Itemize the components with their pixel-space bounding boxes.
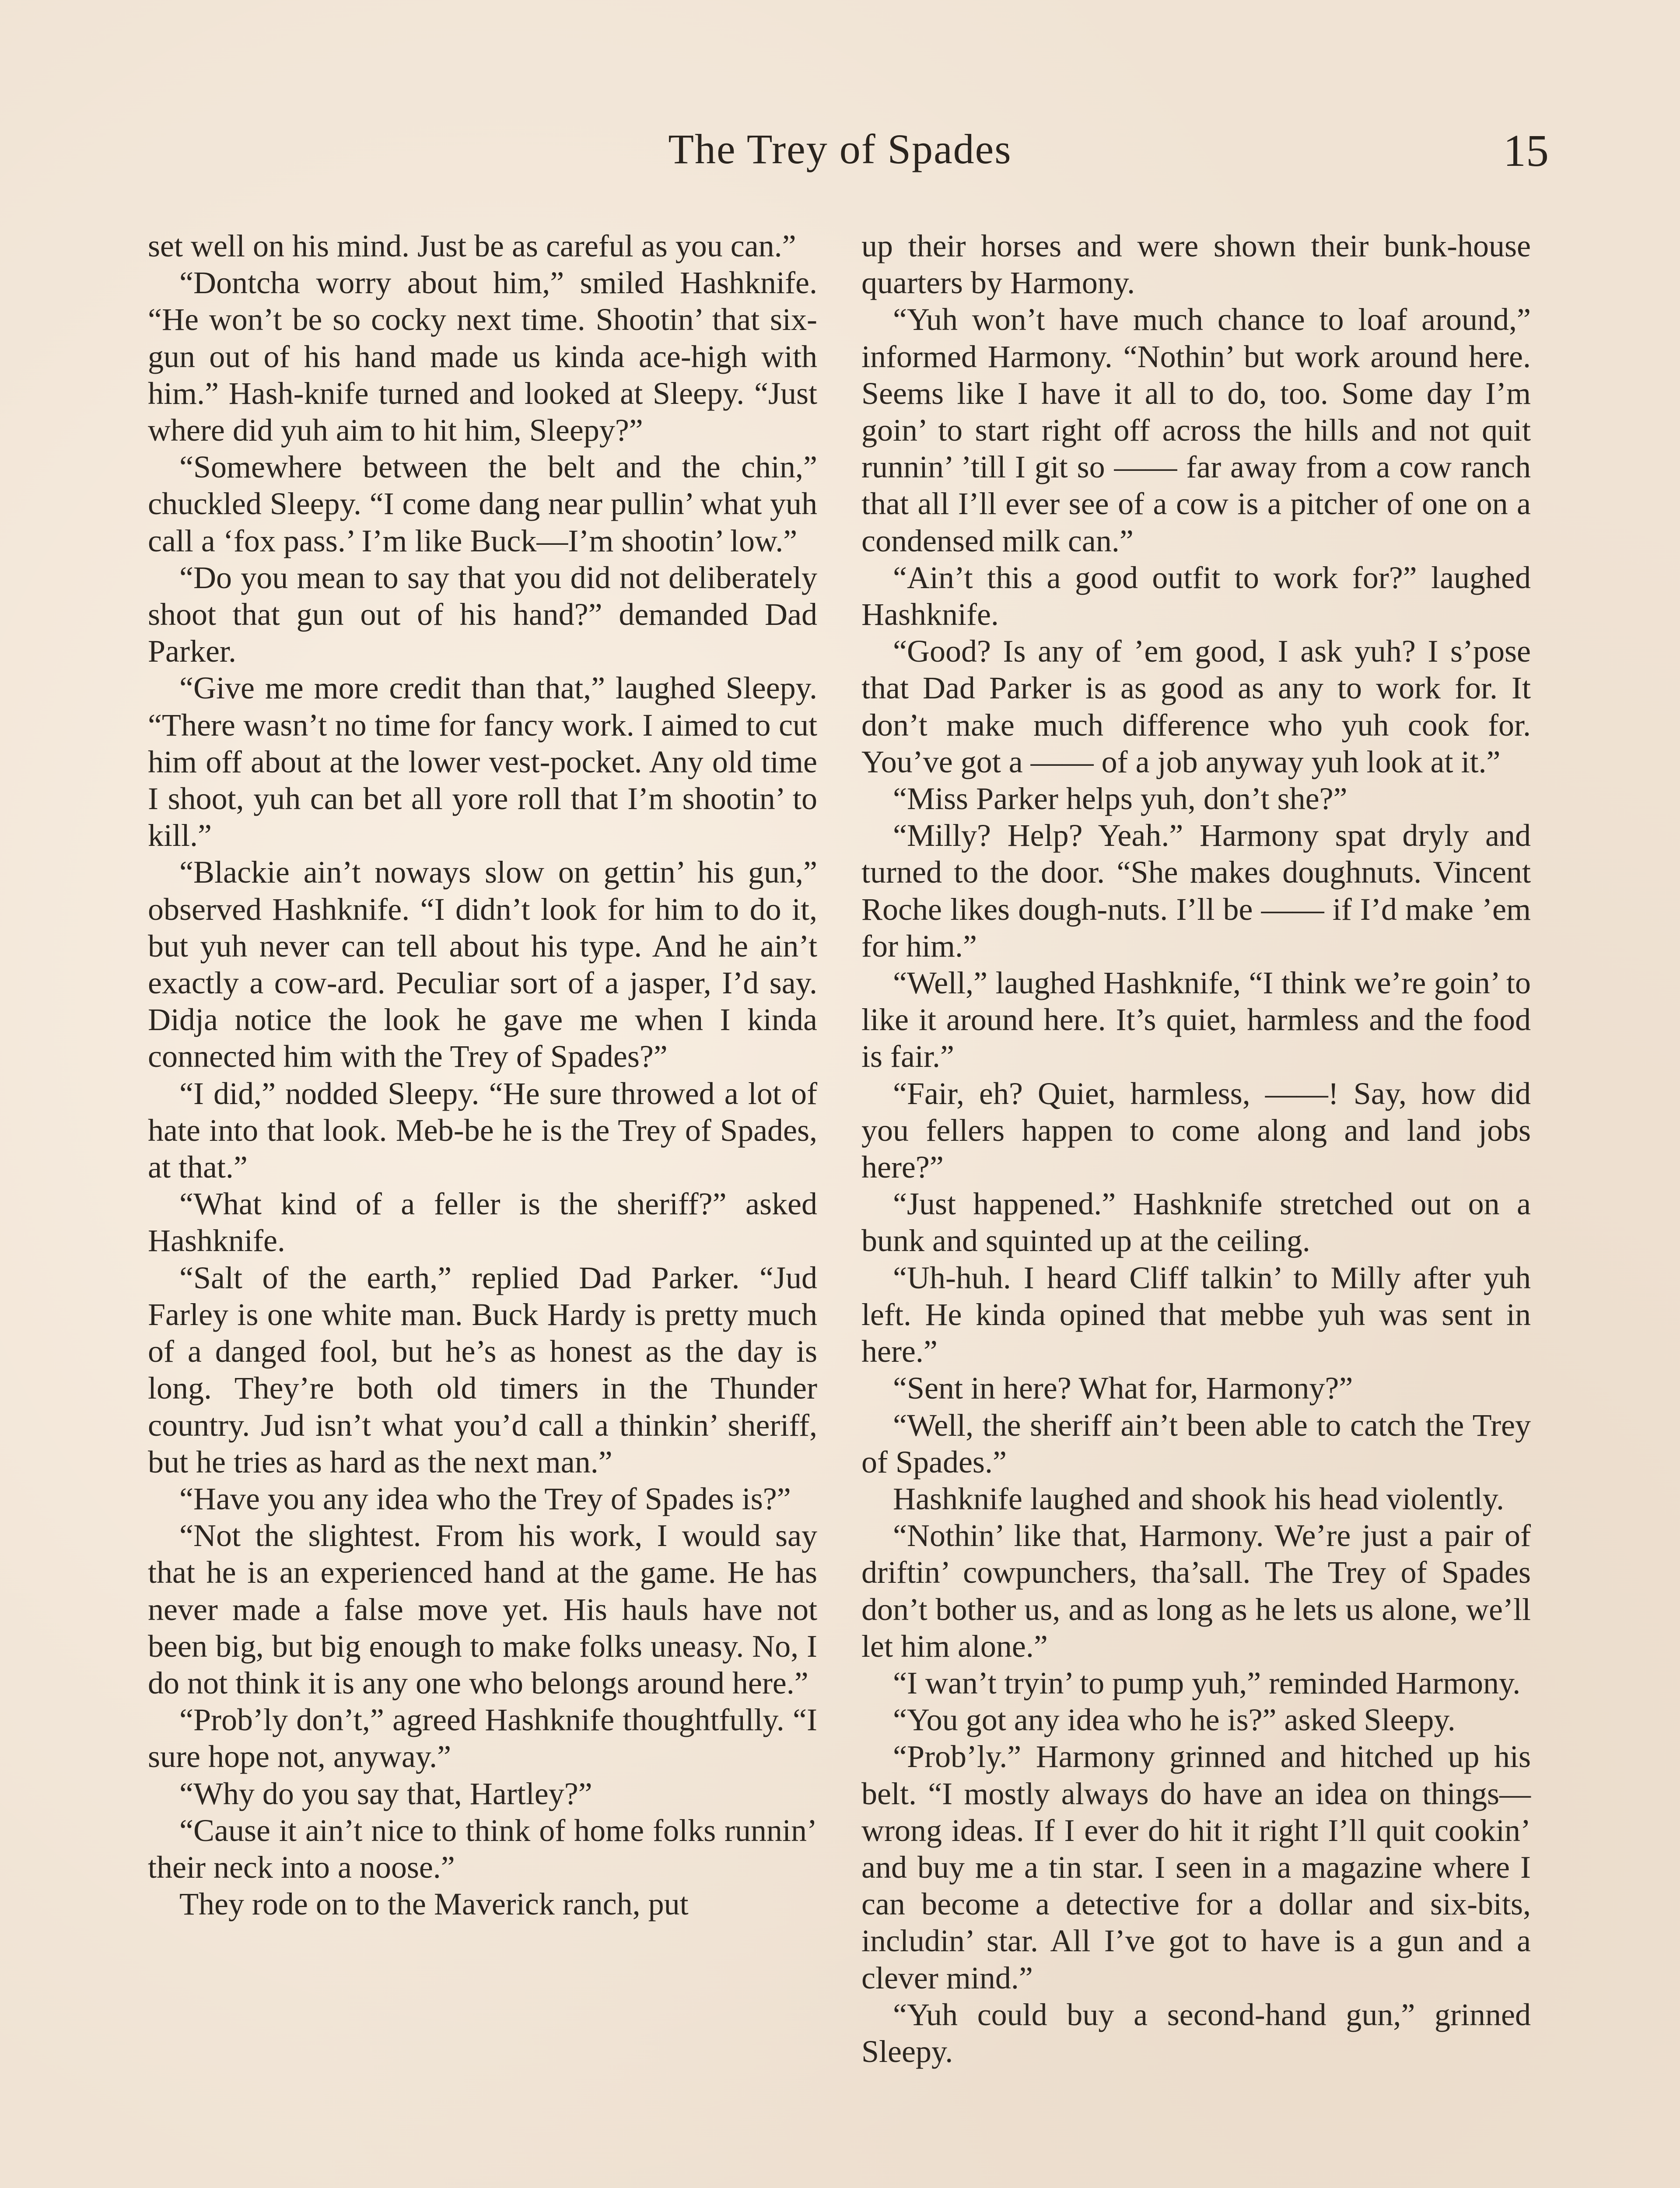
paragraph: “Prob’ly.” Harmony grinned and hitched up his belt. “I mostly always do have an idea on things—wrong ideas. If I ever do hit it right I’ll quit cookin’ and buy me a tin star. I seen in a magazine where I can become a detective for a dollar and six-bits, includin’ star. All I’ve got to have is a gun and a clever mind.” bbox=[861, 1739, 1531, 1995]
running-title: The Trey of Spades bbox=[668, 126, 1012, 172]
paragraph: set well on his mind. Just be as careful as you can.” bbox=[148, 228, 796, 263]
paragraph: “Nothin’ like that, Harmony. We’re just a pair of driftin’ cowpunchers, tha’sall. The Trey of Spades don’t bother us, and as long as he lets us alone, we’ll let him alone.” bbox=[861, 1518, 1531, 1664]
page-number: 15 bbox=[1503, 126, 1549, 176]
paragraph: “Yuh could buy a second-hand gun,” grinned Sleepy. bbox=[861, 1997, 1531, 2069]
paragraph: “Fair, eh? Quiet, harmless, ——! Say, how did you fellers happen to come along and land jobs here?” bbox=[861, 1076, 1531, 1185]
page-header bbox=[0, 125, 1680, 186]
left-column bbox=[148, 228, 817, 1922]
paragraph: “Milly? Help? Yeah.” Harmony spat dryly and turned to the door. “She makes doughnuts. Vincent Roche likes dough-nuts. I’ll be —— if I’d make ’em for him.” bbox=[861, 818, 1531, 964]
paragraph: “Why do you say that, Hartley?” bbox=[179, 1776, 592, 1811]
paragraph: “What kind of a feller is the sheriff?” asked Hashknife. bbox=[148, 1186, 817, 1259]
paragraph: “Well,” laughed Hashknife, “I think we’re goin’ to like it around here. It’s quiet, harmless and the food is fair.” bbox=[861, 965, 1531, 1074]
paragraph: “Blackie ain’t noways slow on gettin’ his gun,” observed Hashknife. “I didn’t look for him to do it, but yuh never can tell about his type. And he ain’t exactly a cow-ard. Peculiar sort of a jasper, I’d say. Didja notice the look he gave me when I kinda connected him with the Trey of Spades?” bbox=[148, 855, 817, 1074]
paragraph: “Do you mean to say that you did not deliberately shoot that gun out of his hand?” demanded Dad Parker. bbox=[148, 560, 817, 669]
paragraph: “Just happened.” Hashknife stretched out on a bunk and squinted up at the ceiling. bbox=[861, 1186, 1531, 1259]
paragraph: “Prob’ly don’t,” agreed Hashknife thoughtfully. “I sure hope not, anyway.” bbox=[148, 1702, 817, 1774]
paragraph: “Good? Is any of ’em good, I ask yuh? I s’pose that Dad Parker is as good as any to work for. It don’t make much difference who yuh cook for. You’ve got a —— of a job anyway yuh look at it.” bbox=[861, 634, 1531, 779]
paragraph: “I wan’t tryin’ to pump yuh,” reminded Harmony. bbox=[893, 1665, 1521, 1701]
paragraph: “Ain’t this a good outfit to work for?” laughed Hashknife. bbox=[861, 560, 1531, 632]
paragraph: “Sent in here? What for, Harmony?” bbox=[893, 1371, 1353, 1406]
paragraph: “Well, the sheriff ain’t been able to catch the Trey of Spades.” bbox=[861, 1407, 1531, 1480]
right-column bbox=[861, 228, 1531, 2070]
paragraph: They rode on to the Maverick ranch, put bbox=[179, 1886, 689, 1922]
paragraph: “Miss Parker helps yuh, don’t she?” bbox=[893, 781, 1348, 817]
paragraph: “Uh-huh. I heard Cliff talkin’ to Milly after yuh left. He kinda opined that mebbe yuh was sent in here.” bbox=[861, 1260, 1531, 1369]
paragraph: Hashknife laughed and shook his head violently. bbox=[893, 1481, 1505, 1516]
paragraph: “I did,” nodded Sleepy. “He sure throwed a lot of hate into that look. Meb-be he is the Trey of Spades, at that.” bbox=[148, 1076, 817, 1185]
paragraph: up their horses and were shown their bunk-house quarters by Harmony. bbox=[861, 228, 1531, 301]
paragraph: “Give me more credit than that,” laughed Sleepy. “There wasn’t no time for fancy work. I aimed to cut him off about at the lower vest-pocket. Any old time I shoot, yuh can bet all yore roll that I’m shootin’ to kill.” bbox=[148, 670, 817, 853]
paragraph: “Have you any idea who the Trey of Spades is?” bbox=[179, 1481, 791, 1516]
paragraph: “Salt of the earth,” replied Dad Parker. “Jud Farley is one white man. Buck Hardy is pretty much of a danged fool, but he’s as honest as the day is long. They’re both old timers in the Thunder country. Jud isn’t what you’d call a thinkin’ sheriff, but he tries as hard as the next man.” bbox=[148, 1260, 817, 1480]
paragraph: “You got any idea who he is?” asked Sleepy. bbox=[893, 1702, 1456, 1738]
paragraph: “Yuh won’t have much chance to loaf around,” informed Harmony. “Nothin’ but work around here. Seems like I have it all to do, too. Some day I’m goin’ to start right off across the hills and not quit runnin’ ’till I git so —— far away from a cow ranch that all I’ll ever see of a cow is a pitcher of one on a condensed milk can.” bbox=[861, 302, 1531, 558]
paragraph: “Dontcha worry about him,” smiled Hashknife. “He won’t be so cocky next time. Shootin’ that six-gun out of his hand made us kinda ace-high with him.” Hash-knife turned and looked at Sleepy. “Just where did yuh aim to hit him, Sleepy?” bbox=[148, 265, 817, 448]
paragraph: “Not the slightest. From his work, I would say that he is an experienced hand at the game. He has never made a false move yet. His hauls have not been big, but big enough to make folks uneasy. No, I do not think it is any one who belongs around here.” bbox=[148, 1518, 817, 1701]
paragraph: “Somewhere between the belt and the chin,” chuckled Sleepy. “I come dang near pullin’ what yuh call a ‘fox pass.’ I’m like Buck—I’m shootin’ low.” bbox=[148, 449, 817, 558]
paragraph: “Cause it ain’t nice to think of home folks runnin’ their neck into a noose.” bbox=[148, 1813, 817, 1885]
